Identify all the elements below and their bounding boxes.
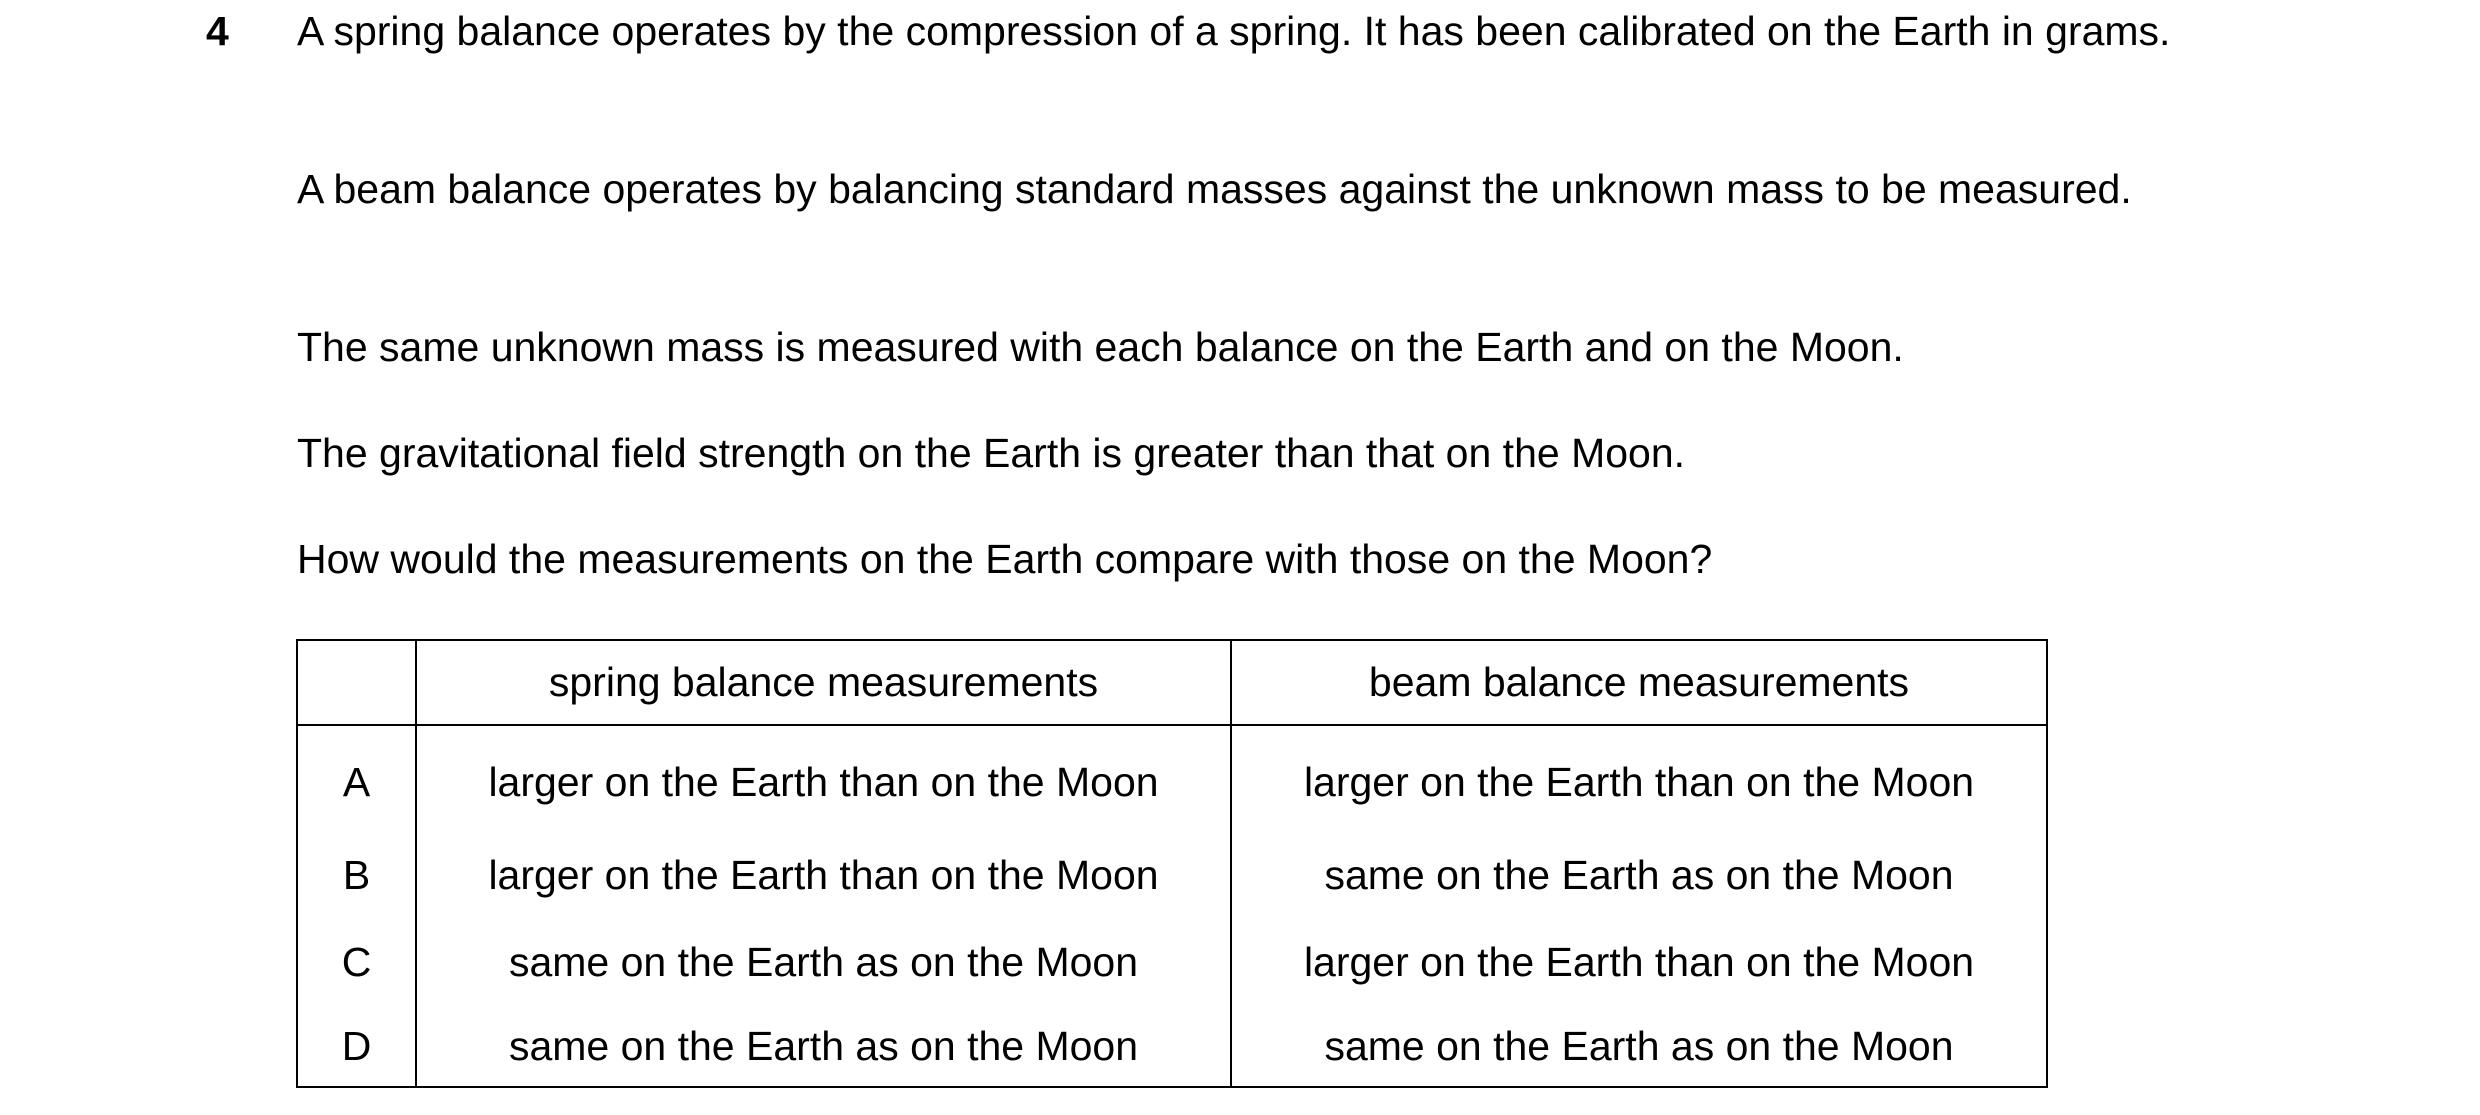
beam-measurement: same on the Earth as on the Moon [1231, 832, 2047, 919]
option-row-d[interactable] [297, 1006, 2047, 1087]
header-letter-cell [297, 640, 416, 725]
question-paragraph-4: The gravitational field strength on the Earth is greater than that on the Moon. [297, 430, 1686, 476]
question-number: 4 [206, 8, 229, 54]
option-row-a[interactable] [297, 725, 2047, 832]
spring-measurement: larger on the Earth than on the Moon [416, 832, 1231, 919]
beam-measurement: larger on the Earth than on the Moon [1231, 725, 2047, 832]
option-letter: D [297, 1006, 416, 1087]
beam-measurement: larger on the Earth than on the Moon [1231, 919, 2047, 1006]
spring-measurement: larger on the Earth than on the Moon [416, 725, 1231, 832]
option-letter: A [297, 725, 416, 832]
question-paragraph-3: The same unknown mass is measured with each balance on the Earth and on the Moon. [297, 324, 1904, 370]
option-row-c[interactable] [297, 919, 2047, 1006]
question-paragraph-1: A spring balance operates by the compression of a spring. It has been calibrated on the Earth in grams. [297, 8, 2171, 54]
question-prompt: How would the measurements on the Earth compare with those on the Moon? [297, 536, 1713, 582]
spring-measurement: same on the Earth as on the Moon [416, 1006, 1231, 1087]
header-beam-balance: beam balance measurements [1231, 640, 2047, 725]
option-letter: C [297, 919, 416, 1006]
table-header-row [297, 640, 2047, 725]
option-letter: B [297, 832, 416, 919]
header-spring-balance: spring balance measurements [416, 640, 1231, 725]
question-paragraph-2: A beam balance operates by balancing standard masses against the unknown mass to be measured. [297, 166, 2132, 212]
beam-measurement: same on the Earth as on the Moon [1231, 1006, 2047, 1087]
spring-measurement: same on the Earth as on the Moon [416, 919, 1231, 1006]
option-row-b[interactable] [297, 832, 2047, 919]
answer-options-table [296, 639, 2048, 1088]
